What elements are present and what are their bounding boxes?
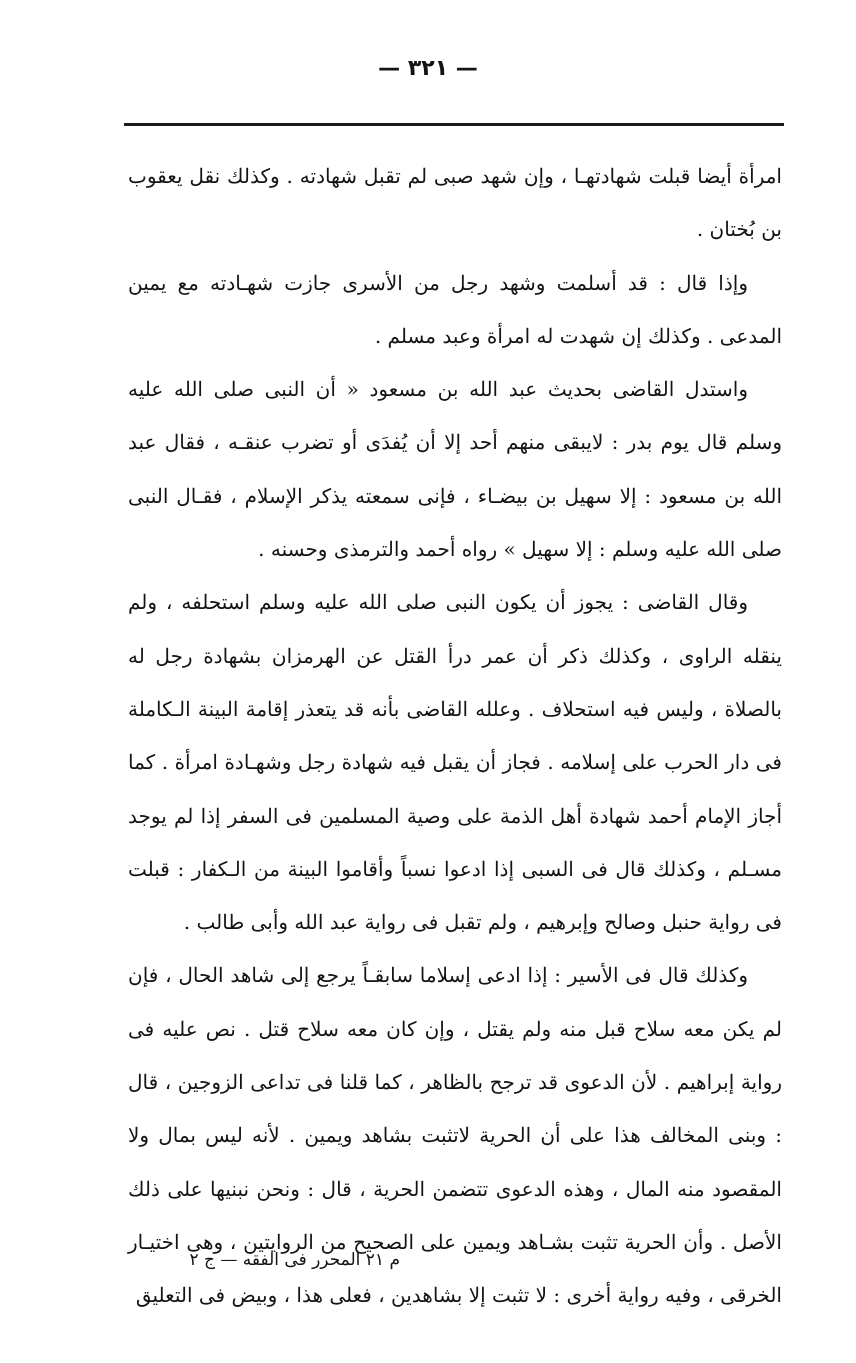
paragraph-5: وكذلك قال فى الأسير : إذا ادعى إسلاما سابقـاً يرجع إلى شاهد الحال ، فإن لم يكن معه سلاح قبل منه ولم يقتل ، وإن كان معه سلاح قتل . نص عليه فى رواية إبراهيم . لأن الدعوى قد ترجح بالظاهر ، كما قلنا فى تداعى الزوجين ، قال : وبنى المخالف هذا على أن الحرية لاتثبت بشاهد ويمين . لأنه ليس بمال ولا المقصود منه المال ، وهذه الدعوى تتضمن الحرية ، قال : ونحن نبنيها على ذلك الأصل . وأن الحرية تثبت بشـاهد ويمين على الصحيح من الروايتين ، وهى اختيـار الخرقى ، وفيه رواية أخرى : لا تثبت إلا بشاهدين ، فعلى هذا ، وبيض فى التعليق (128, 963, 782, 1308)
paragraph-2: وإذا قال : قد أسلمت وشهد رجل من الأسرى جازت شهـادته مع يمين المدعى . وكذلك إن شهدت له امرأة وعبد مسلم . (128, 270, 782, 348)
page-number: — ٣٢١ — (378, 56, 478, 81)
footer-signature: م ٢١ المحرر فى الفقه — ج ٢ (189, 1250, 400, 1270)
main-text (128, 150, 782, 1323)
header-rule (124, 123, 784, 126)
paragraph-3: واستدل القاضى بحديث عبد الله بن مسعود « أن النبى صلى الله عليه وسلم قال يوم بدر : لايبقى منهم أحد إلا أن يُفدَى أو تضرب عنقـه ، فقال عبد الله بن مسعود : إلا سهيل بن بيضـاء ، فإنى سمعته يذكر الإسلام ، فقـال النبى صلى الله عليه وسلم : إلا سهيل » رواه أحمد والترمذى وحسنه . (128, 377, 782, 562)
paragraph-1: امرأة أيضا قبلت شهادتهـا ، وإن شهد صبى لم تقبل شهادته . وكذلك نقل يعقوب بن بُختان . (128, 164, 782, 242)
paragraph-4: وقال القاضى : يجوز أن يكون النبى صلى الله عليه وسلم استحلفه ، ولم ينقله الراوى ، وكذلك ذكر أن عمر درأ القتل عن الهرمزان بشهادة رجل له بالصلاة ، وليس فيه استحلاف . وعلله القاضى بأنه قد يتعذر إقامة البينة الـكاملة فى دار الحرب على إسلامه . فجاز أن يقبل فيه شهادة رجل وشهـادة امرأة . كما أجاز الإمام أحمد شهادة أهل الذمة على وصية المسلمين فى السفر إذا لم يوجد مسـلم ، وكذلك قال فى السبى إذا ادعوا نسباً وأقاموا البينة من الـكفار : قبلت فى رواية حنبل وصالح وإبرهيم ، ولم تقبل فى رواية عبد الله وأبى طالب . (128, 590, 782, 935)
